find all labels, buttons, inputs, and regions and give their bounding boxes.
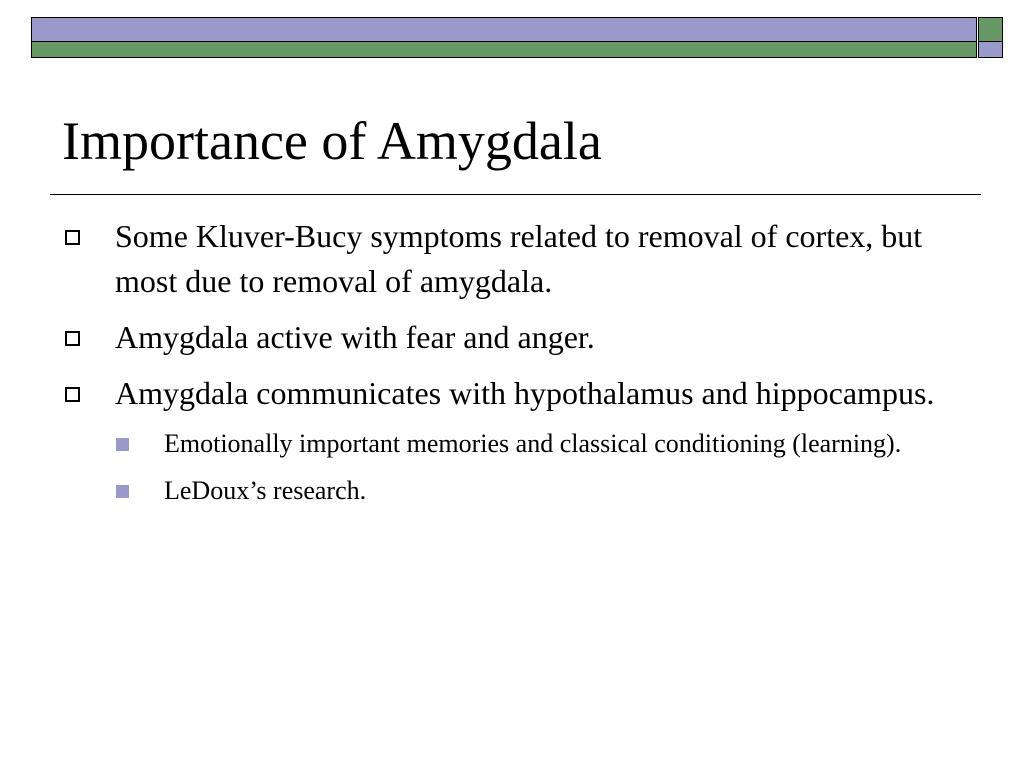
slide-body	[0, 214, 1024, 517]
header-bar-purple	[31, 17, 977, 42]
sub-bullet-item	[164, 423, 964, 464]
bullet-text: Amygdala active with fear and anger.	[115, 319, 595, 355]
header-bar-green	[31, 42, 977, 58]
slide-title: Importance of Amygdala	[62, 111, 602, 171]
hollow-square-bullet-icon	[65, 387, 80, 402]
bullet-item	[115, 214, 975, 304]
filled-square-bullet-icon	[116, 485, 129, 498]
sub-bullet-text: LeDoux’s research.	[164, 476, 367, 505]
hollow-square-bullet-icon	[65, 331, 80, 346]
bullet-item	[115, 315, 975, 360]
bullet-text: Amygdala communicates with hypothalamus and hippocampus.	[115, 375, 935, 411]
bullet-item	[115, 371, 975, 416]
bullet-text: Some Kluver-Bucy symptoms related to removal of cortex, but most due to removal of amygdala.	[115, 218, 923, 299]
hollow-square-bullet-icon	[65, 230, 80, 245]
filled-square-bullet-icon	[116, 438, 129, 451]
header-square-green	[978, 17, 1003, 42]
sub-bullet-item	[164, 470, 964, 511]
header-square-purple	[978, 42, 1003, 58]
title-divider	[50, 194, 981, 195]
sub-bullet-text: Emotionally important memories and classical conditioning (learning).	[164, 429, 902, 458]
